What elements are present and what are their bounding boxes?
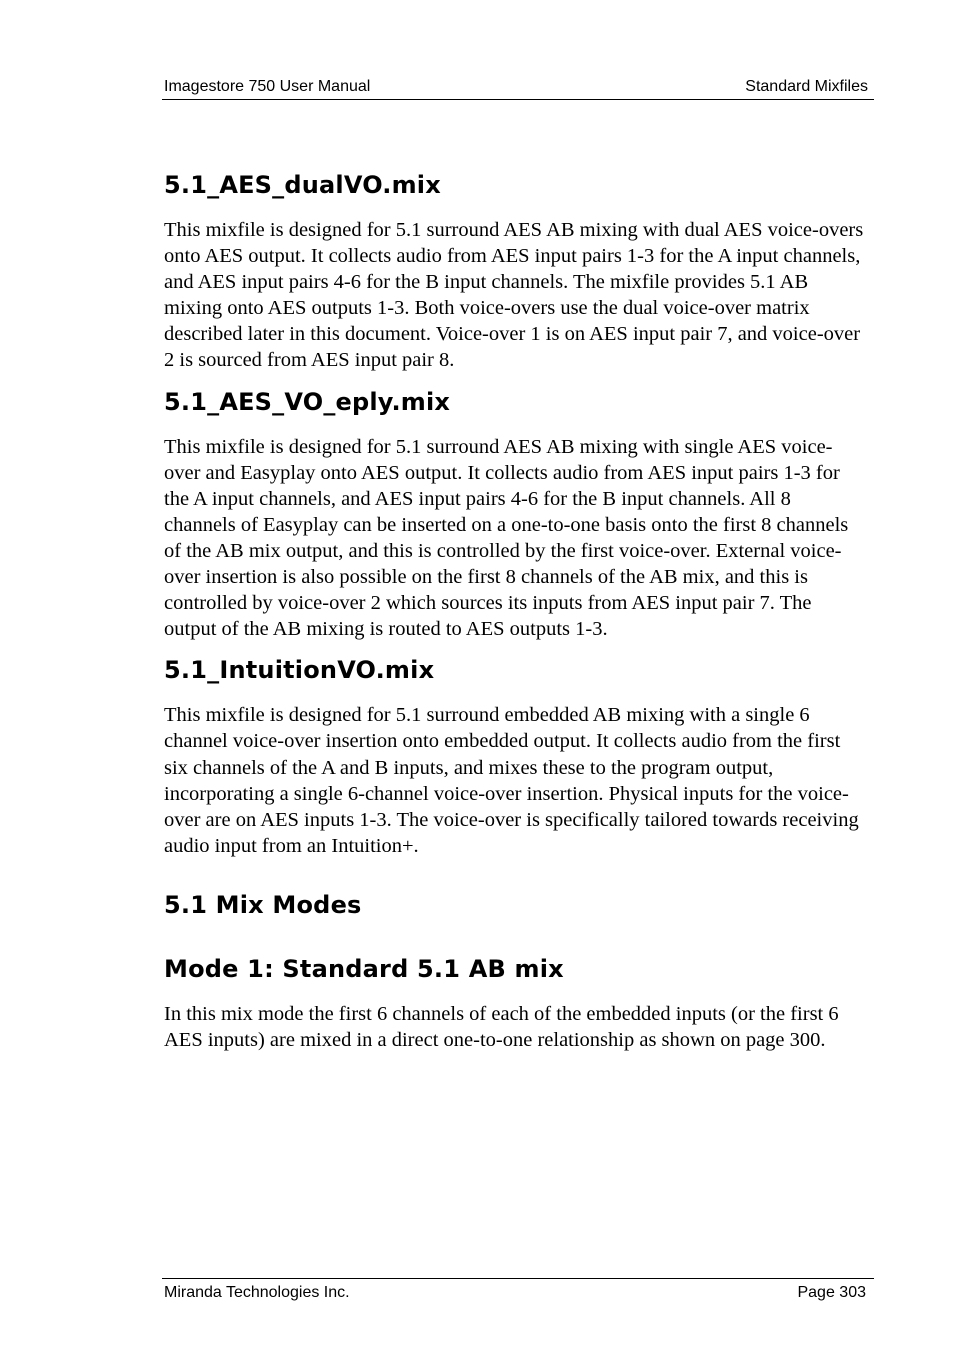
paragraph-mode-1: In this mix mode the first 6 channels of each of the embedded inputs (or the first 6 AES inputs) are mixed in a direct one-to-one relationship as shown on page 300. — [164, 1002, 839, 1051]
paragraph-intuitionvo: This mixfile is designed for 5.1 surround embedded AB mixing with a single 6 channel voice-over insertion onto embedded output. It collects audio from the first six channels of the A and B inputs, and mixes these to the program output, incorporating a single 6-channel voice-over insertion. Physical inputs for the voice-over are on AES inputs 1-3. The voice-over is specifically tailored towards receiving audio input from an Intuition+. — [164, 704, 859, 857]
heading-mode-1: Mode 1: Standard 5.1 AB mix — [164, 954, 564, 983]
heading-mix-modes: 5.1 Mix Modes — [164, 890, 362, 919]
page-content — [164, 165, 866, 1053]
heading-aes-vo-eply: 5.1_AES_VO_eply.mix — [164, 387, 451, 416]
paragraph-aes-vo-eply: This mixfile is designed for 5.1 surround AES AB mixing with single AES voice-over and Easyplay onto AES output. It collects audio from AES input pairs 1-3 for the A input channels, and AES input pairs 4-6 for the B input channels. All 8 channels of Easyplay can be inserted on a one-to-one basis onto the first 8 channels of the AB mix output, and this is controlled by the first voice-over. External voice-over insertion is also possible on the first 8 channels of the AB mix, and this is controlled by voice-over 2 which sources its inputs from AES input pair 7. The output of the AB mixing is routed to AES outputs 1-3. — [164, 435, 849, 641]
header-document-title: Imagestore 750 User Manual — [164, 78, 371, 95]
page-footer — [162, 1278, 874, 1307]
heading-aes-dualvo: 5.1_AES_dualVO.mix — [164, 171, 441, 199]
page-header — [162, 77, 874, 100]
header-section-title: Standard Mixfiles — [745, 78, 868, 95]
footer-page-number: Page 303 — [797, 1284, 866, 1301]
heading-intuitionvo: 5.1_IntuitionVO.mix — [164, 656, 435, 685]
paragraph-aes-dualvo: This mixfile is designed for 5.1 surround AES AB mixing with dual AES voice-overs onto AES output. It collects audio from AES input pairs 1-3 for the A input channels, and AES input pairs 4-6 for the B input channels. The mixfile provides 5.1 AB mixing onto AES outputs 1-3. Both voice-overs use the dual voice-over matrix described later in this document. Voice-over 1 is on AES input pair 7, and voice-over 2 is sourced from AES input pair 8. — [164, 219, 864, 372]
footer-company: Miranda Technologies Inc. — [164, 1284, 350, 1301]
